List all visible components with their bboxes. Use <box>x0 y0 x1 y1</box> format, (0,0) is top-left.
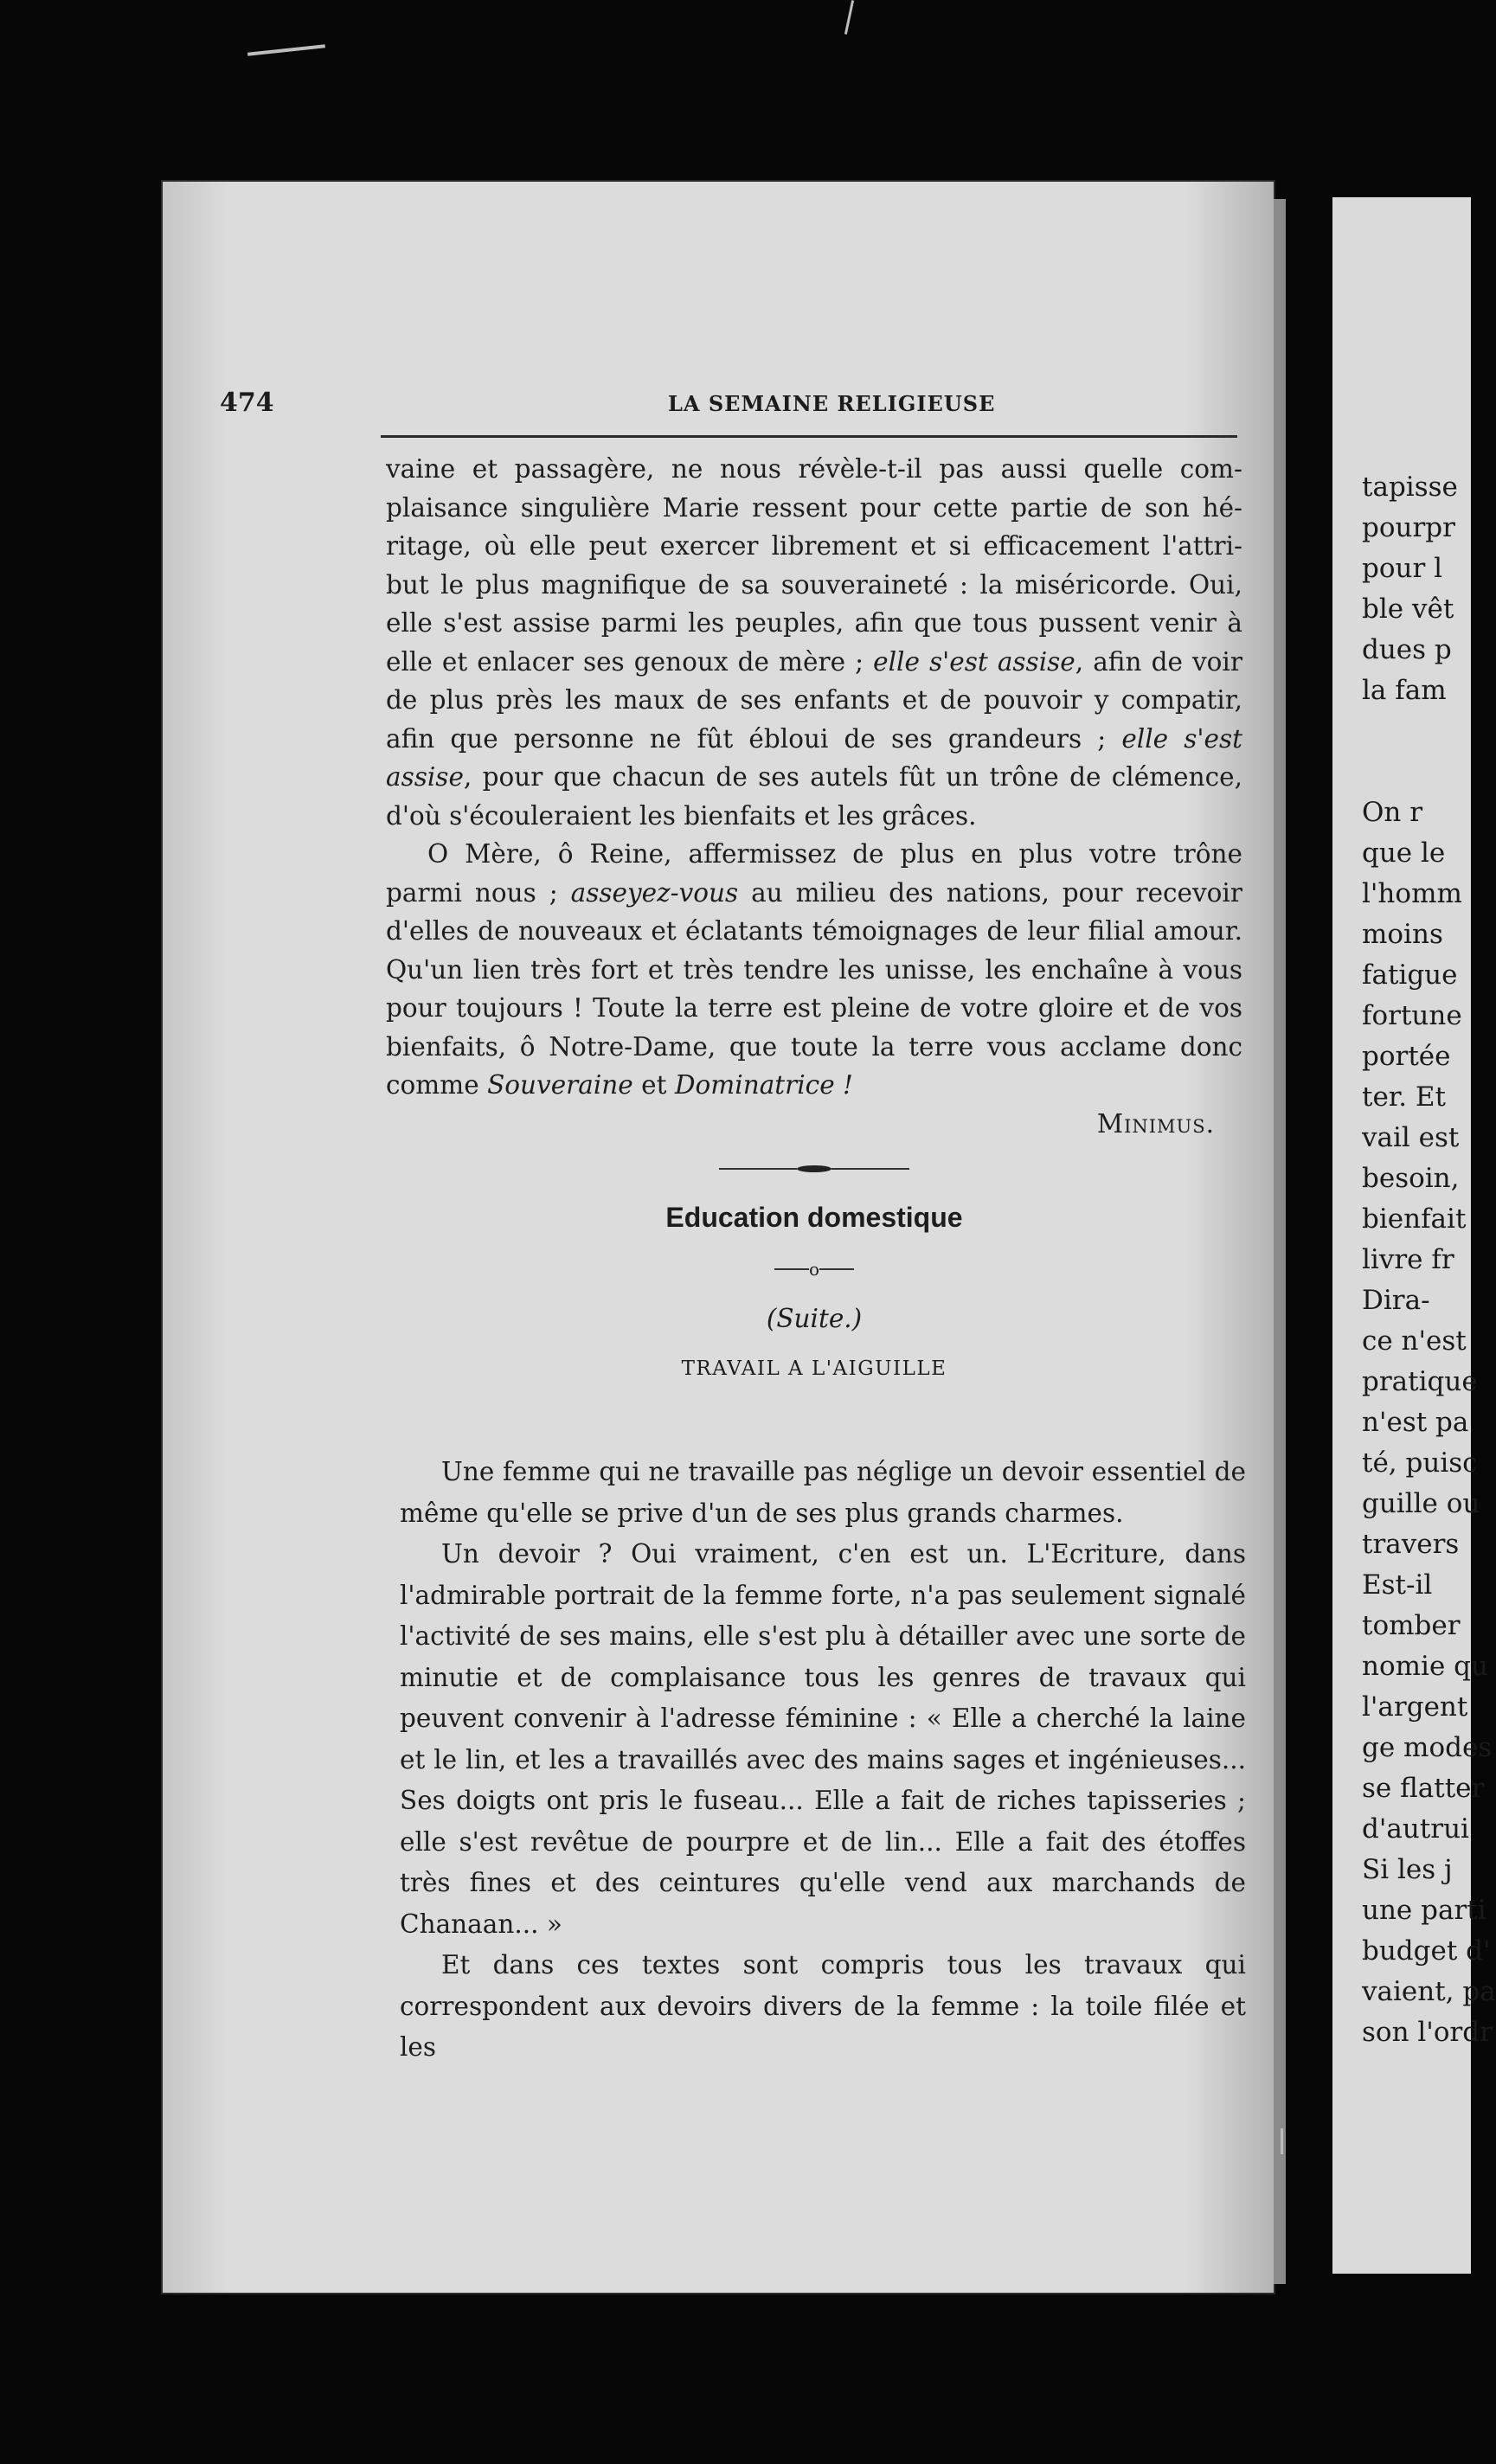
adjacent-page-line: l'homm <box>1362 878 1462 909</box>
adjacent-page-line: tapisse <box>1362 472 1458 503</box>
page-body <box>386 450 1242 1394</box>
adjacent-page-line: fortune <box>1362 1000 1462 1031</box>
adjacent-page-line: pratique <box>1362 1366 1478 1397</box>
adjacent-page-line: nomie qu <box>1362 1651 1488 1682</box>
text-line: Oui, elle s'est assise parmi les peuples, afin que tous pussent <box>386 569 1242 638</box>
adjacent-page-line: fatigue <box>1362 959 1458 991</box>
adjacent-page-line: n'est pa <box>1362 1407 1469 1438</box>
text-line: plaisance singulière Marie ressent pour cette partie de son hé- <box>386 492 1242 523</box>
adjacent-page-line: bienfait <box>1362 1203 1467 1235</box>
continuation-note: (Suite.) <box>766 1304 863 1333</box>
paragraph-continuation <box>386 450 1242 835</box>
text-run: au milieu des nations, pour recevoir d'elles de nouveaux et éclatants témoignages de leur filial amour. Qu'un lien très fort et très tendre les unisse, les enchaîne à vous pour toujours ! Toute la terre est pleine de votre gloire et de vos bienfaits, ô Notre-Dame, que toute la terre vous acclame donc comme <box>386 877 1242 1100</box>
adjacent-page-line: portée <box>1362 1041 1451 1072</box>
adjacent-page-line: livre fr <box>1362 1244 1454 1275</box>
italic-phrase: Souveraine <box>487 1070 633 1100</box>
rule-line <box>774 1268 809 1270</box>
adjacent-page-line: ge modes <box>1362 1732 1493 1763</box>
adjacent-page-line: vaient, pa <box>1362 1976 1496 2007</box>
text-line: venir à elle et enlacer ses genoux de mère ; <box>386 608 1243 677</box>
text-line: ritage, où elle peut exercer librement et si efficacement l'attri- <box>386 531 1242 561</box>
ornament-knot <box>797 1165 831 1172</box>
adjacent-page-line <box>1362 711 1496 792</box>
adjacent-page-line: besoin, <box>1362 1163 1460 1194</box>
article-body <box>400 1452 1246 2069</box>
adjacent-page-line: se flatter <box>1362 1773 1485 1804</box>
adjacent-page-line: pour l <box>1362 553 1443 584</box>
italic-phrase: elle s'est assise <box>873 646 1075 677</box>
adjacent-page-line: pourpr <box>1362 512 1455 543</box>
adjacent-page-line: tomber <box>1362 1610 1461 1641</box>
rule-line <box>819 1268 854 1270</box>
adjacent-page <box>1332 197 1496 2274</box>
adjacent-page-line: dues p <box>1362 634 1452 665</box>
page-edge-shadow <box>1274 199 1286 2284</box>
text-line: , afin <box>1075 646 1142 677</box>
text-run: O Mère, ô Reine, affermissez de plus en plus votre trône parmi nous ; <box>386 839 1242 908</box>
article-paragraph: Un devoir ? Oui vraiment, c'en est un. L'Ecriture, dans l'admirable portrait de la femme forte, n'a pas seulement signalé l'activité de ses mains, elle s'est plu à détailler avec une sorte de minutie et de complaisance tous les genres de travaux qui peuvent convenir à l'adresse féminine : « Elle a cherché la laine et le lin, et les a travaillés avec des mains sages et ingénieuses... Ses doigts ont pris le fuseau... Elle a fait de riches tapisseries ; elle s'est revêtue de pourpre et de lin... Elle a fait des étoffes très fines et des ceintures qu'elle vend aux marchands de Chanaan... » <box>400 1539 1246 1939</box>
article-title: Education domestique <box>665 1202 963 1233</box>
italic-phrase: asseyez-vous <box>570 877 739 908</box>
adjacent-page-line: une parti <box>1362 1895 1486 1926</box>
adjacent-page-line: ce n'est <box>1362 1325 1467 1357</box>
adjacent-page-line: son l'ordr <box>1362 2017 1493 2048</box>
text-line: clémence, d'où s'écouleraient les bienfaits et les grâces. <box>386 762 1242 831</box>
adjacent-page-line: On r <box>1362 797 1423 828</box>
text-line: , pour que chacun de ses autels fût un trône de <box>463 762 1101 792</box>
page-number: 474 <box>220 388 274 418</box>
adjacent-page-line: ble vêt <box>1362 594 1454 625</box>
paragraph-prayer <box>386 835 1242 1105</box>
text-line: but le plus magnifique de sa souveraineté : la miséricorde. <box>386 569 1178 600</box>
title-rule <box>386 1245 1242 1293</box>
section-ornament <box>386 1146 1242 1191</box>
adjacent-page-line: Si les j <box>1362 1854 1453 1885</box>
scan-artifact <box>844 0 854 35</box>
text-line: vaine et passagère, ne nous révèle-t-il pas aussi quelle com- <box>386 454 1242 484</box>
adjacent-page-line: vail est <box>1362 1122 1460 1153</box>
adjacent-page-line: Dira- <box>1362 1285 1430 1316</box>
adjacent-page-line: que le <box>1362 837 1446 869</box>
ornament-line <box>719 1168 797 1170</box>
ornament-line <box>831 1168 909 1170</box>
adjacent-page-line: ter. Et <box>1362 1081 1447 1113</box>
adjacent-page-line: té, puisc <box>1362 1447 1478 1479</box>
adjacent-page-text <box>1362 467 1496 2053</box>
signature: Minimus. <box>1096 1108 1215 1139</box>
rule-mark: o <box>808 1258 820 1280</box>
adjacent-page-line: moins <box>1362 919 1443 950</box>
italic-phrase: elle s'est assise <box>386 723 1242 792</box>
section-subheading: TRAVAIL A L'AIGUILLE <box>681 1357 947 1380</box>
running-head: LA SEMAINE RELIGIEUSE <box>668 391 996 416</box>
italic-phrase: Dominatrice ! <box>674 1070 853 1100</box>
article-paragraph: Une femme qui ne travaille pas néglige un devoir essentiel de même qu'elle se prive d'un de ses plus grands charmes. <box>400 1457 1246 1528</box>
header-rule <box>381 435 1237 438</box>
text-line: compatir, afin que personne ne fût ébloui de ses grandeurs ; <box>386 685 1242 754</box>
adjacent-page-line: guille ou <box>1362 1488 1480 1519</box>
article-paragraph: Et dans ces textes sont compris tous les travaux qui correspondent aux devoirs divers de la femme : la toile filée et les <box>400 1950 1246 2062</box>
adjacent-page-line: l'argent <box>1362 1691 1468 1723</box>
scan-artifact <box>247 44 325 55</box>
adjacent-page-line: la fam <box>1362 675 1447 706</box>
text-line: de voir de plus près les maux de ses enfants et de pouvoir y <box>386 646 1242 715</box>
text-run: et <box>641 1070 667 1100</box>
adjacent-page-line: budget d' <box>1362 1935 1491 1967</box>
adjacent-page-line: travers <box>1362 1529 1460 1560</box>
scan-artifact <box>1281 2128 1283 2154</box>
adjacent-page-line: Est-il <box>1362 1569 1433 1601</box>
adjacent-page-line: d'autrui <box>1362 1813 1469 1845</box>
